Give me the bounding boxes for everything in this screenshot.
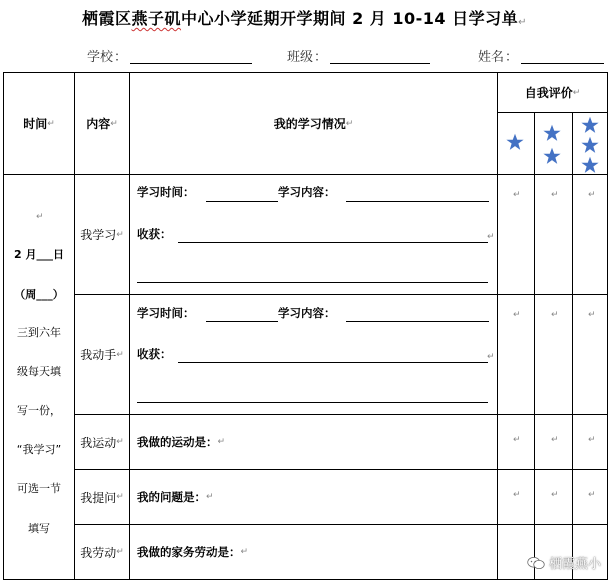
star-icon [581, 136, 599, 154]
class-field: 班级： [287, 46, 430, 65]
title-rest: 中心小学延期开学期间 2 月 10-14 日学习单 [181, 9, 519, 28]
handson-time-blank[interactable] [206, 321, 278, 322]
header-self-eval: 自我评价 ↵ [524, 86, 581, 100]
note-line: 填写 [28, 522, 50, 535]
gain-blank[interactable] [178, 242, 488, 243]
handson-time-label: 学习时间： [137, 306, 195, 320]
watermark-text: 栖霞燕小 [548, 557, 601, 572]
handson-gain-blank-2[interactable] [137, 402, 488, 403]
note-line: “我学习” [16, 443, 62, 456]
star-icon [543, 147, 561, 165]
school-field: 学校： [87, 46, 252, 65]
handson-content-blank[interactable] [346, 321, 489, 322]
watermark [527, 553, 601, 572]
gain-label: 收获： [137, 227, 172, 241]
title-district: 栖霞区 [81, 9, 132, 28]
star-icon [543, 124, 561, 142]
note-line: 三到六年 [17, 326, 61, 339]
handson-gain-label: 收获： [137, 347, 172, 361]
name-label: 姓名 [478, 50, 505, 65]
header-time: 时间 ↵ [23, 117, 55, 131]
title-town: 燕子矶 [131, 9, 182, 28]
handson-content-label: 学习内容： [278, 306, 336, 320]
star-icon [581, 116, 599, 134]
study-content-blank[interactable] [346, 201, 489, 202]
note-line: 级每天填 [17, 365, 61, 378]
study-content-label: 学习内容： [278, 185, 336, 199]
study-time-label: 学习时间： [137, 185, 195, 199]
exercise-prompt[interactable]: 我做的运动是： ↵ [137, 435, 226, 449]
row-label-exercise: 我运动 ↵ [80, 435, 124, 450]
note-line: 写一份， [17, 404, 61, 417]
school-label: 学校 [87, 50, 114, 65]
gain-blank-2[interactable] [137, 282, 488, 283]
header-content: 内容 ↵ [86, 117, 118, 131]
date-line[interactable]: 2 月___日 [14, 248, 64, 261]
school-blank[interactable] [130, 50, 252, 64]
chores-prompt[interactable]: 我做的家务劳动是： ↵ [137, 545, 249, 559]
study-time-blank[interactable] [206, 201, 278, 202]
name-field: 姓名： [478, 46, 604, 65]
row-label-question: 我提问 ↵ [80, 490, 124, 505]
paragraph-mark: ↵ [518, 17, 527, 28]
row-label-study: 我学习 ↵ [80, 228, 124, 242]
note-line: 可选一节 [17, 482, 61, 495]
class-blank[interactable] [330, 50, 430, 64]
star-icon [506, 133, 524, 151]
star-icon [581, 156, 599, 174]
row-label-chores: 我劳动 ↵ [80, 545, 124, 560]
study-table: 时间 ↵ 内容 ↵ 我的学习情况 ↵ 自我评价 ↵ ↵ 2 月___日 （周___） 三到六年 级每天填 写一份， “我学习” 可选一节 填写 我学习 ↵ 学习时间： 学习内容： 收获： ↵ 我动手 ↵ 学习时间： 学习内容： 收获： ↵ 我运动 ↵ 我做的运动是： ↵ 我提问 ↵ 我的问题是： ↵ 我劳动 ↵ 我做的家务劳动是： ↵ ↵ ↵ ↵ ↵ ↵ ↵ ↵ ↵ ↵ ↵ ↵ ↵ [3, 72, 608, 580]
header-situation: 我的学习情况 ↵ [273, 117, 354, 131]
handson-gain-blank[interactable] [178, 362, 488, 363]
name-blank[interactable] [521, 50, 604, 64]
page-title [0, 6, 609, 29]
class-label: 班级 [287, 50, 314, 65]
week-line[interactable]: （周___） [14, 288, 64, 301]
wechat-icon [527, 556, 545, 570]
question-prompt[interactable]: 我的问题是： ↵ [137, 490, 214, 504]
row-label-handson: 我动手 ↵ [80, 348, 124, 362]
